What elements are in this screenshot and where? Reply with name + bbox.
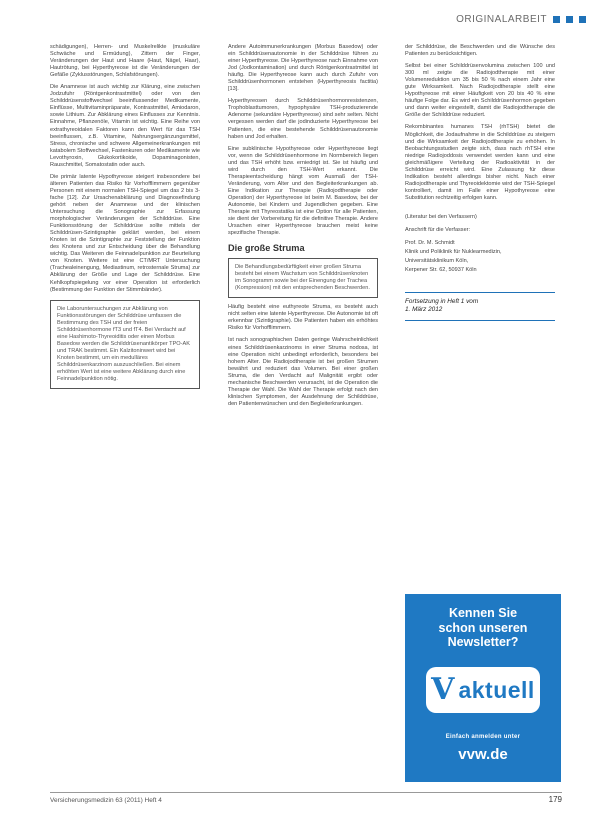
ad-headline-line: schon unseren <box>438 620 528 635</box>
text-column-1 <box>50 44 200 389</box>
newsletter-ad[interactable] <box>405 594 561 782</box>
aktuell-logo <box>426 667 540 713</box>
accent-square-icon <box>566 16 573 23</box>
paragraph: Selbst bei einer Schilddrüsenvolumina zwischen 100 und 300 ml zeigte die Radiojodtherapie mit einer Volumenreduktion um 35 bis 50 % nach einem Jahr eine gute Wirksamkeit. Nach Radiojodtherapie stellt eine Hypothyreose mit einer Häufigkeit von 20 bis 40 % eine häufige Folge dar. Es wird ein Schilddrüsenhormon gegeben und dann weiter eingestellt, damit die Radiojodtherapie die Größe der Schilddrüse reduziert. <box>405 63 555 119</box>
v-logo-icon: V <box>431 672 455 707</box>
ad-subtext: Einfach anmelden unter <box>445 734 521 740</box>
page-number: 179 <box>548 795 562 804</box>
references-note <box>405 214 555 274</box>
text-column-2 <box>228 44 378 413</box>
paragraph: Hyperthyreosen durch Schilddrüsenhormonresistenzen, Trophoblasttumoren, hypophysäre TSH-produzierende Adenome (sekundäre Hyperthyreose) sind sehr selten. Nicht vergessen werden darf die jodinduzierte Hyperthyreose bei Patienten, die eine bestehende Schilddrüsenautonomie haben und Jod erhalten. <box>228 98 378 140</box>
paragraph: Häufig besteht eine euthyreote Struma, es besteht auch nicht selten eine latente Hyperthyreose. Die Autonomie ist oft erkennbar (Szintigraphie). Die Patienten haben ein erhöhtes Risiko für Vorhofflimmern. <box>228 304 378 332</box>
address-line: Kerpener Str. 62, 50937 Köln <box>405 267 477 274</box>
callout-box: Die Laboruntersuchungen zur Abklärung von Funktionsstörungen der Schilddrüse umfassen die Bestimmung des TSH und der freien Schilddrüsenhormone fT3 und fT4. Bei Verdacht auf eine Hashimoto-Thyreoiditis oder einen Morbus Basedow werden die Schilddrüsenantikörper TPO-AK und TRAK bestimmt. Ein Kalzitoninwert wird bei Knoten bestimmt, um ein medulläres Schilddrüsenkarzinom auszuschließen. Bei einem erhöhten Wert ist eine weitere Abklärung durch eine Feinnadelpunktion nötig. <box>50 300 200 389</box>
ad-headline-line: Newsletter? <box>447 635 519 649</box>
paragraph: Rekombinantes humanes TSH (rhTSH) bietet die Möglichkeit, die Jodaufnahme in die Schilddrüse zu steigern und die Wirksamkeit der Radiojodtherapie zu erhöhen. In Beobachtungsstudien zeigte sich, dass nach rhTSH eine niedrige Radiojoddosis verwendet werden kann und eine gleichmäßigere Verteilung der Radioaktivität in der Schilddrüse erreicht wird. Eine Zulassung für diese Indikation besteht allerdings bisher nicht. Nach einer Radiojodtherapie und Thyreoidektomie wird der TSH-Spiegel kontrolliert, damit im Falle einer Hypothyreose eine Substitution rechtzeitig erfolgen kann. <box>405 124 555 201</box>
paragraph: Andere Autoimmunerkrankungen (Morbus Basedow) oder ein Schilddrüsenautonomie in der Schilddrüse führen zu einer Hyperthyreose. Die Hyperthyreose nach Einnahme von Jod (Jodkontamination) und durch Röntgenkontrastmittel ist häufig. Die Hyperthyreose kann auch durch Zufuhr von Schilddrüsenhormonen entstehen (Hyperthyreosis factitia) [13]. <box>228 44 378 93</box>
journal-citation: Versicherungsmedizin 63 (2011) Heft 4 <box>50 797 162 804</box>
section-heading: Die große Struma <box>228 243 305 254</box>
address-label: Anschrift für die Verfasser: <box>405 227 471 234</box>
continuation-note <box>405 292 555 320</box>
callout-box: Die Behandlungsbedürftigkeit einer großen Struma besteht bei einem Wachstum von Schilddrüsenknoten im Sonogramm sowie bei der Einengung der Trachea (Kompression) mit den entsprechenden Beschwerden. <box>228 258 378 298</box>
literature-note: (Literatur bei den Verfassern) <box>405 213 477 220</box>
ad-headline <box>405 606 561 650</box>
section-header <box>456 10 586 28</box>
footer-divider <box>50 792 562 793</box>
paragraph: Ist nach sonographischen Daten geringe Wahrscheinlichkeit eines Schilddrüsenkarzinoms in einer Struma nodosa, ist eine Operation nicht unbedingt erforderlich, besonders bei hohem Alter. Die Radiojodtherapie ist bei großen Strumen bewährt und reduziert das Volumen. Bei einer großen Struma, die den Verdacht auf Malignität ergibt oder mechanische Beschwerden verursacht, ist die Operation die Therapie der Wahl. Die Wahl der Therapie erfolgt nach den klinischen Symptomen, der Ausdehnung der Schilddrüse, den Patientenwünschen und den Begleiterkrankungen. <box>228 337 378 407</box>
paragraph: Die primär latente Hypothyreose steigert insbesondere bei älteren Patienten das Risiko für Vorhofflimmern gegenüber Personen mit einem normalen TSH-Spiegel um das 2 bis 3-fache [12]. Zur Ursachenabklärung und Diagnosefindung gehört neben der Anamnese und der klinischen Untersuchung die Sonographie zur Erfassung morphologischer Veränderungen der Schilddrüse. Eine Funktionsstörung der Schilddrüse sollte mittels der Schilddrüsen-Szintigraphie geklärt werden, bei einem Knoten ist die Szintigraphie zur Feststellung der Funktion des Knotens und zur Entscheidung über die Behandlung wichtig. Das Weiteren die Feinnadelpunktion zur Beurteilung von Knoten. Weitere ist eine CT/MRT Untersuchung (Trachealeinengung, Mediastinum, retrosternale Struma) zur Abklärung der Größe und Lage der Schilddrüse. Eine Kehlkopfspiegelung vor einer Operation ist erforderlich (Bestimmung der Funktion der Stimmbänder). <box>50 173 200 293</box>
address-line: Klinik und Poliklinik für Nuklearmedizin, <box>405 249 502 256</box>
paragraph: schädigungen), Herren- und Muskelrelikte (muskuläre Schwäche und Ermüdung), Zittern der Finger, Veränderungen der Haut und Haare (Haut, Nägel, Haar), Hautrötung, bei Hyperthyreose ist die Veränderungen der Gefäße (Zyklusstörungen, Schlafstörungen). <box>50 44 200 79</box>
paragraph: der Schilddrüse, die Beschwerden und die Wünsche des Patienten zu berücksichtigen. <box>405 44 555 58</box>
address-line: Universitätsklinikum Köln, <box>405 258 469 265</box>
ad-headline-line: Kennen Sie <box>448 606 518 620</box>
paragraph: Die Anamnese ist auch wichtig zur Klärung, eine zwischen Jodzufuhr (Röntgenkontrastmittel) oder von den Schilddrüsenstoffwechsel beeinflussender Medikamente, Einflüsse, Multivitaminpräparate, Kontrastmittel, Amiodaron, sowie Lithium. Zur Abklärung eines Einflusses zur Kenntnis. Einnahme, Pflanzenöle, Vitamin ist wichtig. Eine Reihe von extrathyreoidalen Faktoren kann den Wert für das TSH beeinflussen, z.B. Vitamine, Nahrungsergänzungsmittel, Stress, chronische und schwere Allgemeinerkrankungen mit katabolem Stoffwechsel, Fastenkuren oder Medikamente wie Levothyroxin, Glukokortikoide, Dopaminagonisten, Rauschmittel, Somatostatin oder auch. <box>50 84 200 168</box>
address-line: Prof. Dr. M. Schmidt <box>405 240 455 247</box>
accent-square-icon <box>553 16 560 23</box>
logo-word: aktuell <box>458 676 535 703</box>
text-column-3 <box>405 44 555 321</box>
ad-url-link[interactable]: vvw.de <box>458 746 508 763</box>
continuation-line: 1. März 2012 <box>405 306 443 314</box>
section-title: ORIGINALARBEIT <box>456 13 547 25</box>
continuation-line: Fortsetzung in Heft 1 vom <box>405 298 479 306</box>
paragraph: Eine subklinische Hypothyreose oder Hyperthyreose liegt vor, wenn die Schilddrüsenhormone im Normbereich liegen und das TSH erhöht bzw. erniedrigt ist. Sie ist häufig und wird durch den TSH-Wert erkannt. Die Therapieentscheidung hängt vom Ausmaß der TSH-Veränderung, vom Alter und den Begleiterkrankungen ab. Eine Indikation zur Therapie (Radiojodtherapie oder Operation) der Hyperthyreose ist beim M. Basedow, bei der Autonomie, bei Kindern und Jugendlichen gegeben. Eine Therapie mit Thyreostatika ist eine Option für alle Patienten, sie dient der Vorbereitung für die definitive Therapie. Andere Ursachen einer Hyperthyreose brauchen meist keine spezifische Therapie. <box>228 145 378 237</box>
accent-square-icon <box>579 16 586 23</box>
